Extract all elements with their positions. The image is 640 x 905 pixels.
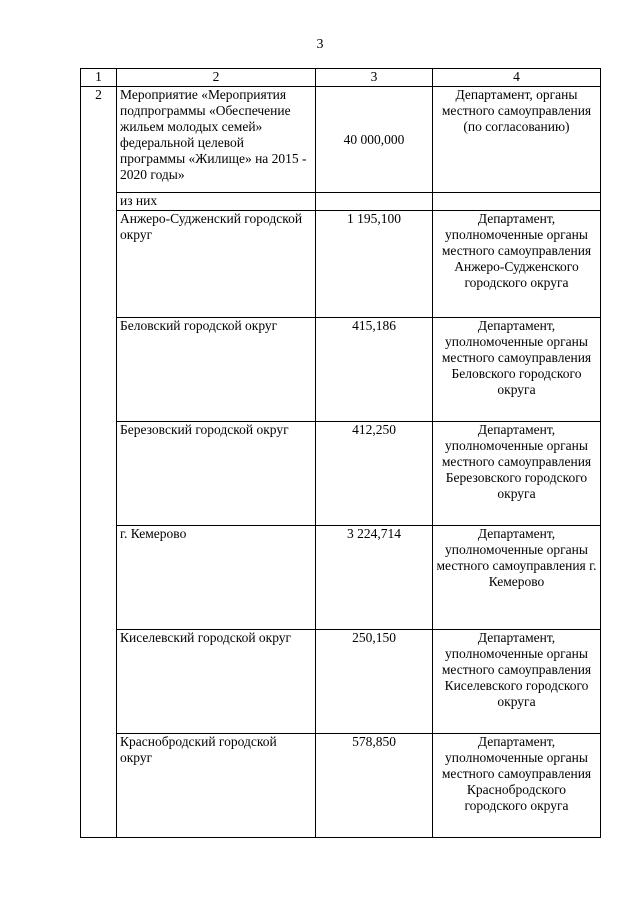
row-responsible: Департамент, уполномоченные органы местного самоуправления Анжеро-Судженского городского округа (433, 211, 601, 318)
subheader-empty-amount (316, 193, 433, 211)
row-amount: 3 224,714 (316, 526, 433, 630)
header-col-2: 2 (117, 69, 316, 87)
subheader-label: из них (117, 193, 316, 211)
row-amount: 250,150 (316, 630, 433, 734)
header-col-1: 1 (81, 69, 117, 87)
row-responsible: Департамент, уполномоченные органы местного самоуправления Беловского городского округа (433, 318, 601, 422)
table-row (81, 734, 601, 838)
row-name: г. Кемерово (117, 526, 316, 630)
row-name: Киселевский городской округ (117, 630, 316, 734)
header-col-3: 3 (316, 69, 433, 87)
row-responsible: Департамент, органы местного самоуправления (по согласованию) (433, 87, 601, 193)
table-row (81, 526, 601, 630)
row-number: 2 (81, 87, 117, 838)
row-amount: 412,250 (316, 422, 433, 526)
row-name: Анжеро-Судженский городской округ (117, 211, 316, 318)
page-number: 3 (316, 37, 324, 52)
row-amount: 40 000,000 (316, 87, 433, 193)
row-name: Мероприятие «Мероприятия подпрограммы «Обеспечение жильем молодых семей» федеральной целевой программы «Жилище» на 2015 - 2020 годы» (117, 87, 316, 193)
table-row (81, 630, 601, 734)
table-row-main (81, 87, 601, 193)
allocation-table (80, 68, 601, 838)
row-responsible: Департамент, уполномоченные органы местного самоуправления Краснобродского городского округа (433, 734, 601, 838)
table-row (81, 211, 601, 318)
table-row (81, 318, 601, 422)
table-header-row (81, 69, 601, 87)
table-row (81, 422, 601, 526)
row-name: Беловский городской округ (117, 318, 316, 422)
row-amount: 415,186 (316, 318, 433, 422)
row-responsible: Департамент, уполномоченные органы местного самоуправления Киселевского городского округа (433, 630, 601, 734)
subheader-empty-responsible (433, 193, 601, 211)
table-row-subheader (81, 193, 601, 211)
row-name: Краснобродский городской округ (117, 734, 316, 838)
row-amount: 1 195,100 (316, 211, 433, 318)
row-amount: 578,850 (316, 734, 433, 838)
header-col-4: 4 (433, 69, 601, 87)
row-responsible: Департамент, уполномоченные органы местного самоуправления г. Кемерово (433, 526, 601, 630)
row-responsible: Департамент, уполномоченные органы местного самоуправления Березовского городского округа (433, 422, 601, 526)
row-name: Березовский городской округ (117, 422, 316, 526)
